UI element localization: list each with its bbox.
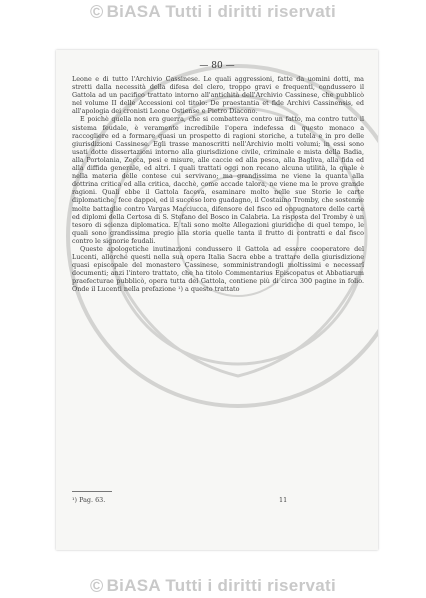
copyright-icon: © (90, 1, 104, 22)
footnote: ¹) Pag. 63. (72, 496, 106, 504)
watermark-banner-top (0, 0, 426, 24)
copyright-icon: © (90, 575, 104, 596)
page-number: — 80 — (199, 61, 235, 71)
watermark-text-top: BiASA Tutti i diritti riservati (106, 2, 336, 21)
paragraph: E poichè quella non era guerra, che si combatteva contro un fatto, ma contro tutto il sistema feudale, è veramente incredibile l'opera indefessa di questo monaco a raccogliere ed a formare quasi un prospetto di ragioni storiche, a tutela e in pro delle giurisdizioni Cassinese. Egli trasse manoscritti nell'Archivio molti volumi; in essi sono usati dotte dissertazioni intorno alla giurisdizione civile, criminale e mista della Badia, alla Portolania, Zecca, pesi e misure, alle caccie ed alla pesca, alla Bagliva, alla fida ed alla diffida generale, ed altri. I quali trattati oggi non recano alcuna utilità, la quale è nella materia delle contese cui servivano; ma grandissima ne viene la quanta alla dottrina critica ed alla critica, dacchè, come accade talora, ne viene ma le prove grande ragioni. Quali ebbe il Gattola faceva, esaminare molto nelle sue Storie le carte diplomatiche, fece dappoi, ed il succeso loro guadagno, il Costaiino Tromby, che sostenne molte battaglie contro Vargas Macciucca, difensore del fisco ed oppugnatore delle carte ed diplomi della Certosa di S. Stefano del Bosco in Calabria. La risposta del Tromby è un tesoro di scienza diplomatica. E tali sono molte Allegazioni giuridiche di quel tempo, le quali sono grandissima pregio alla storia quelle tanta il frutto di contratti e dal fisco contro le signorie feudali. (72, 115, 364, 245)
paragraph: Leone e di tutto l'Archivio Cassinese. Le quali aggressioni, fatte da uomini dotti, ma stretti dalla necessità della difesa del clero, troppo gravi e frequenti, condussero il Gattola ad un pacifico trattato intorno all'antichità dell'Archivio Cassinese, che pubblicò nel volume II delle Accessioni col titolo: De praestantia et fide Archivi Cassinensis, ed all'apologia dei cronisti Leone Ostiense e Pietro Diacono. (72, 75, 364, 116)
watermark-text-bottom: BiASA Tutti i diritti riservati (106, 576, 336, 595)
body-text (72, 75, 364, 294)
footnote-divider (72, 491, 112, 492)
watermark-banner-bottom (0, 574, 426, 598)
document-page (56, 50, 378, 550)
paragraph: Queste apologetiche inutinazioni condussero il Gattola ad essere cooperatore del Lucenti, allorché questi nella sua opera Italia Sacra ebbe a trattare della giurisdizione quasi episcopale del monastero Cassinese, somministrandogli moltissimi e necessarî documenti; anzi l'intero trattato, che ha titolo Commentarius Episcopatus et Abbatiarum praefecturae pubblicò, opera tutta del Gattola, contiene più di circa 300 pagine in folio. Onde il Lucenti nella prefazione ¹) a questo trattato (72, 244, 364, 294)
gathering-signature: 11 (279, 496, 288, 504)
